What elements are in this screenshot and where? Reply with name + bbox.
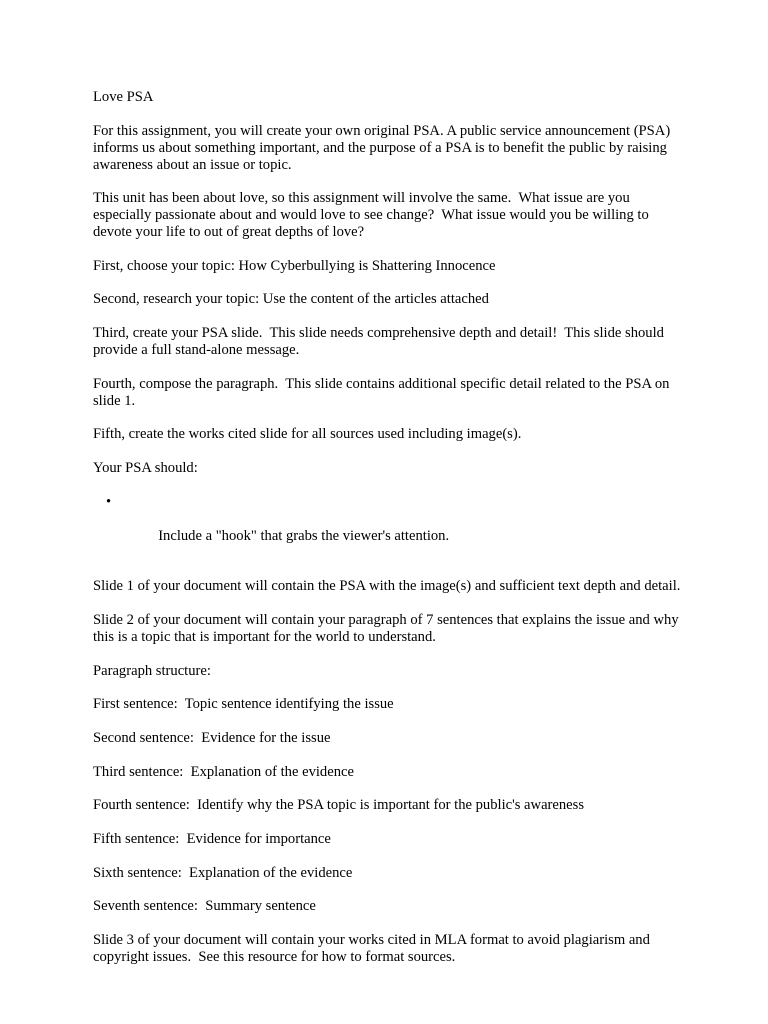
- sentence-3: Third sentence: Explanation of the evidence: [93, 763, 354, 780]
- list-item: [93, 494, 683, 562]
- step-research-topic: Second, research your topic: Use the content of the articles attached: [93, 291, 489, 308]
- step-compose-paragraph: Fourth, compose the paragraph. This slide contains additional specific detail related to the PSA on slide 1.: [93, 375, 674, 409]
- paragraph-structure-heading: Paragraph structure:: [93, 662, 211, 679]
- document-body: [93, 89, 683, 966]
- sentence-1: First sentence: Topic sentence identifying the issue: [93, 696, 394, 713]
- sentence-5: Fifth sentence: Evidence for importance: [93, 831, 331, 848]
- slide1-paragraph: Slide 1 of your document will contain the PSA with the image(s) and sufficient text depth and detail.: [93, 578, 681, 595]
- step-works-cited: Fifth, create the works cited slide for all sources used including image(s).: [93, 426, 522, 443]
- slide2-paragraph: Slide 2 of your document will contain your paragraph of 7 sentences that explains the issue and why this is a topic that is important for the world to understand.: [93, 611, 683, 645]
- psa-should-heading: Your PSA should:: [93, 460, 198, 477]
- sentence-7: Seventh sentence: Summary sentence: [93, 898, 316, 915]
- document-title: Love PSA: [93, 89, 154, 105]
- list-item-text: Include a "hook" that grabs the viewer's attention.: [158, 527, 450, 544]
- step-choose-topic: First, choose your topic: How Cyberbullying is Shattering Innocence: [93, 257, 496, 274]
- slide3-paragraph: Slide 3 of your document will contain your works cited in MLA format to avoid plagiarism and copyright issues. See this resource for how to format sources.: [93, 932, 654, 966]
- requirements-list: [93, 494, 683, 562]
- unit-paragraph: This unit has been about love, so this assignment will involve the same. What issue are you especially passionate about and would love to see change? What issue would you be willing to devote your life to out of great depths of love?: [93, 190, 653, 241]
- sentence-2: Second sentence: Evidence for the issue: [93, 729, 331, 746]
- step-create-slide: Third, create your PSA slide. This slide needs comprehensive depth and detail! This slide should provide a full stand-alone message.: [93, 325, 668, 359]
- sentence-4: Fourth sentence: Identify why the PSA topic is important for the public's awareness: [93, 797, 585, 814]
- sentence-6: Sixth sentence: Explanation of the evidence: [93, 864, 353, 881]
- bullet-icon: •: [106, 493, 112, 510]
- intro-paragraph: For this assignment, you will create your own original PSA. A public service announcement (PSA) informs us about something important, and the purpose of a PSA is to benefit the public by raising awareness about an issue or topic.: [93, 122, 674, 173]
